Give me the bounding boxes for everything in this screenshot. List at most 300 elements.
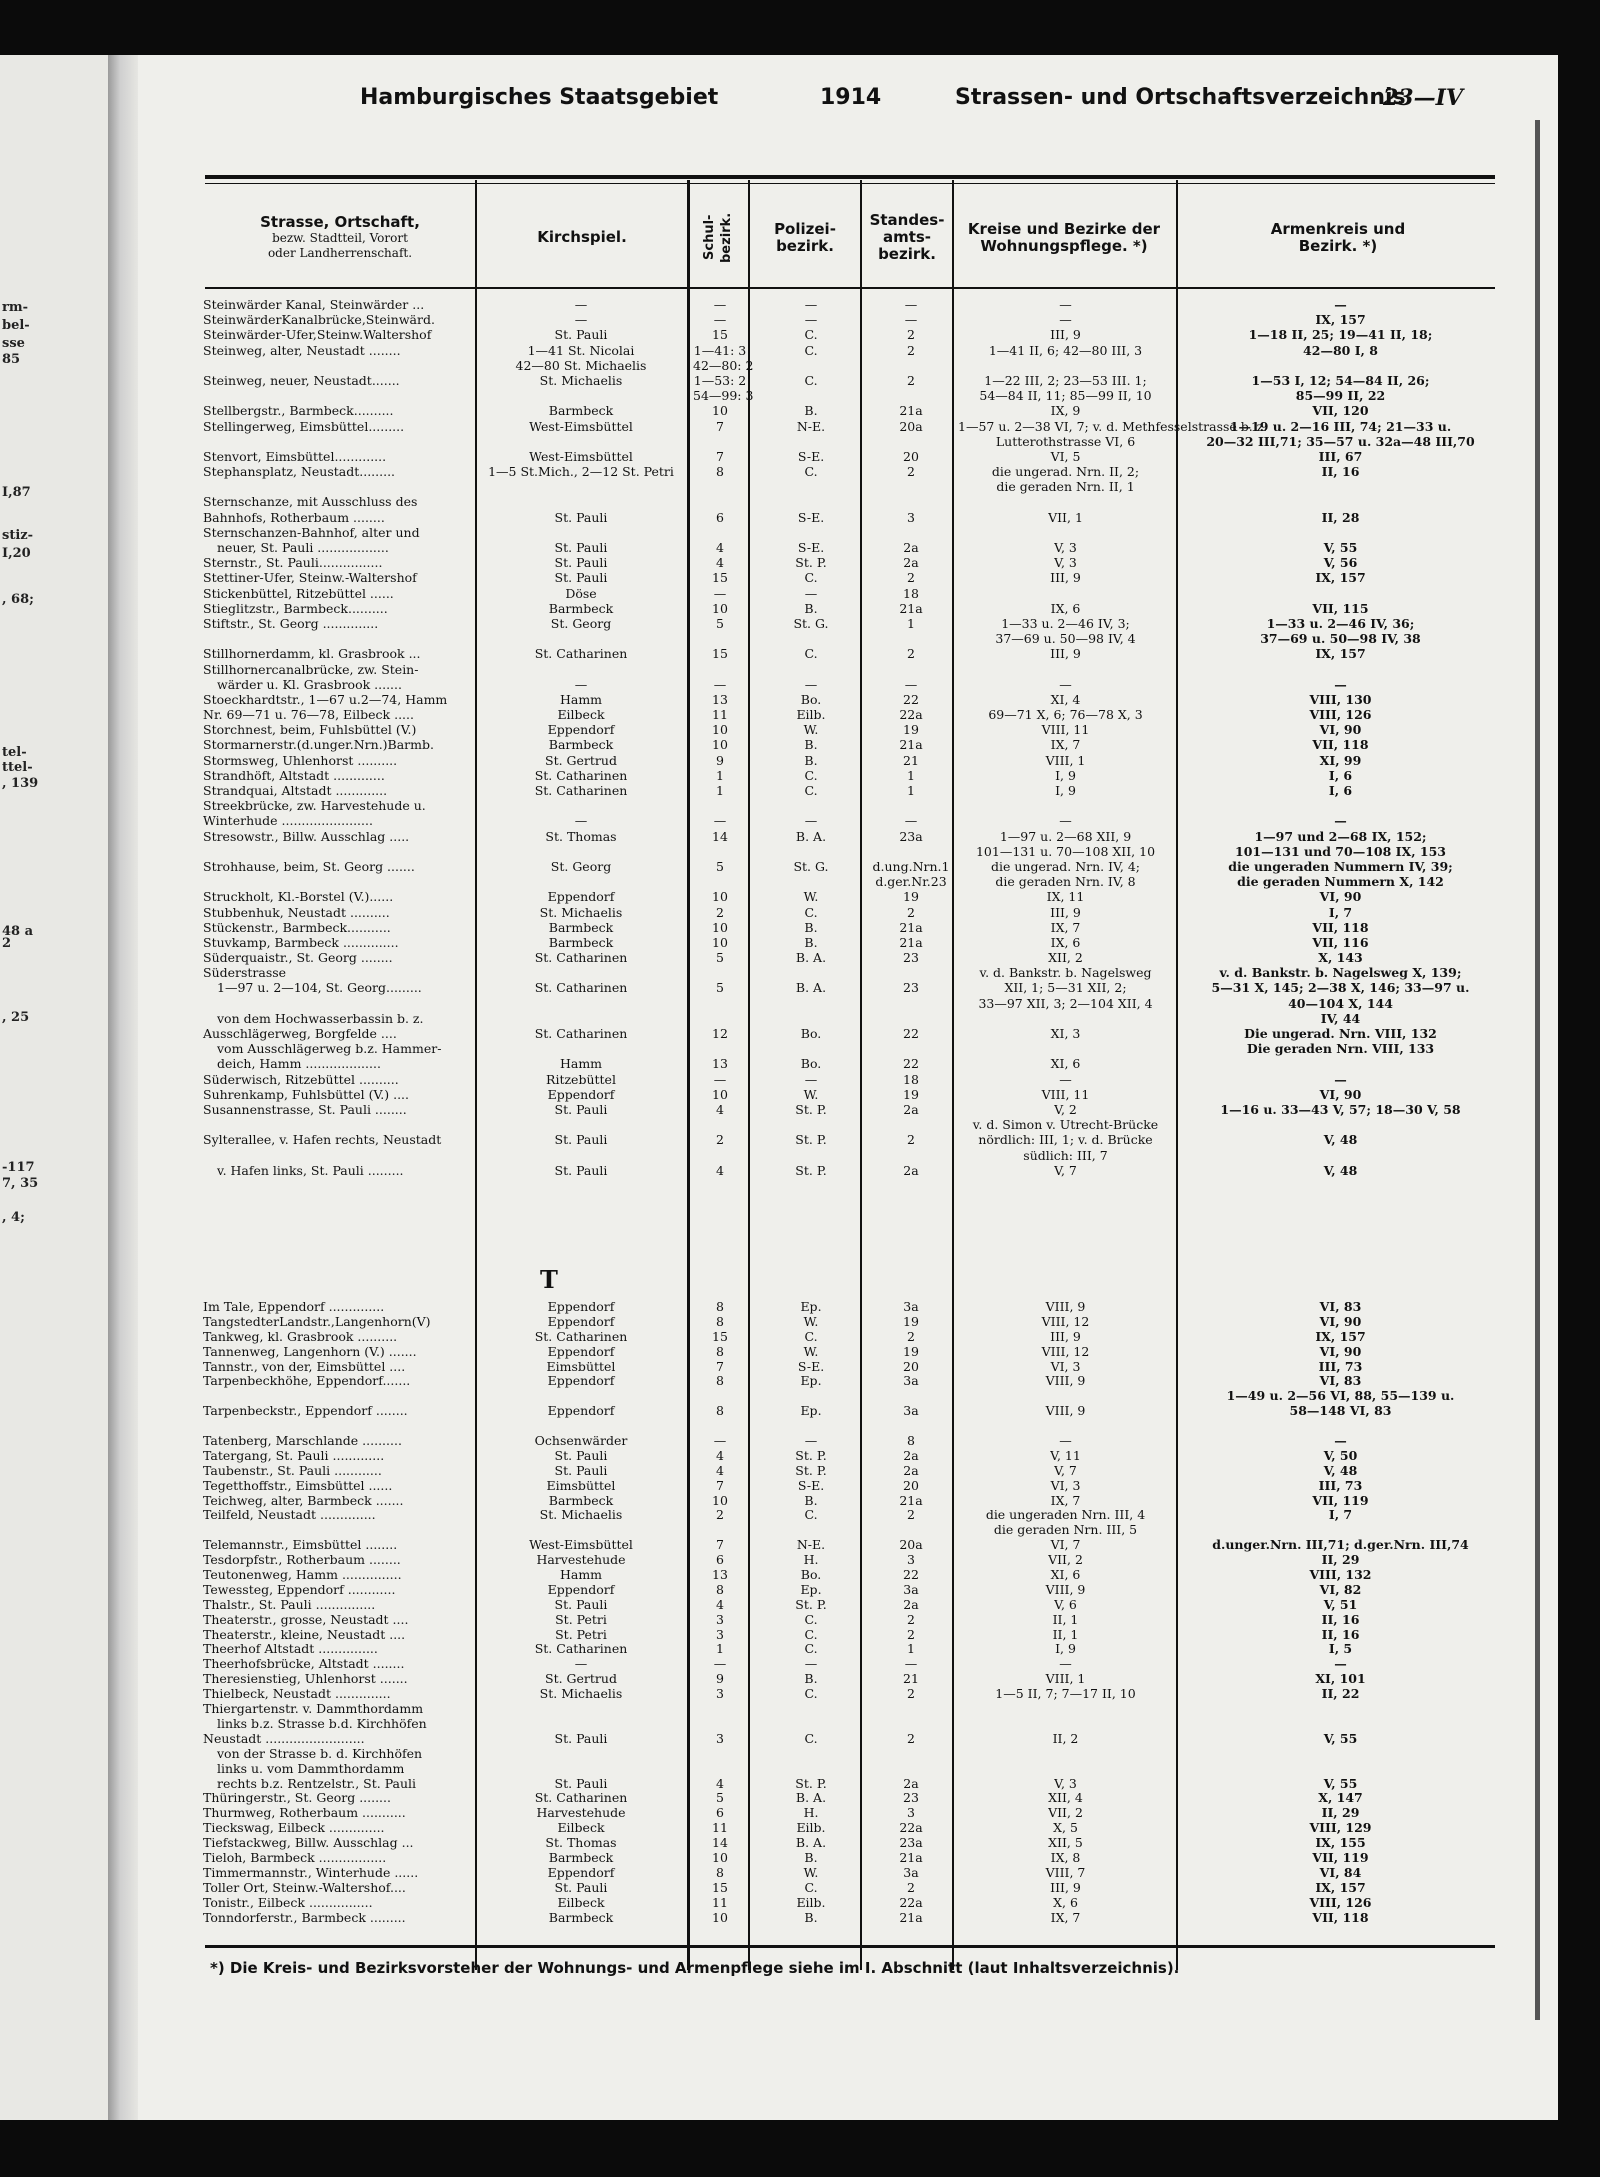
cell-armenkreis: IX, 157 — [1315, 1879, 1366, 1895]
cell-armenkreis: III, 67 — [1318, 448, 1363, 464]
cell-standesamt: 22 — [903, 691, 919, 707]
table-row — [203, 1806, 1503, 1821]
cell-schulbezirk: 5 — [716, 950, 724, 966]
cell-kirchspiel: Barmbeck — [548, 737, 614, 753]
cell-armenkreis: 101—131 und 70—108 IX, 153 — [1235, 843, 1446, 859]
cell-schulbezirk: 4 — [716, 540, 724, 555]
cell-street-name: Thiergartenstr. v. Dammthordamm — [203, 1701, 424, 1717]
table-row — [203, 359, 1503, 374]
table-row — [203, 738, 1503, 753]
cell-standesamt: 3 — [907, 509, 915, 525]
cell-kirchspiel: St. Pauli — [554, 509, 608, 525]
cell-standesamt: d.ung.Nrn.1 — [872, 858, 950, 874]
cell-wohnungspflege: III, 9 — [1050, 646, 1081, 662]
cell-street-name: Teichweg, alter, Barmbeck ....... — [203, 1492, 404, 1508]
cell-polizeibezirk: B. — [804, 1909, 818, 1925]
table-row — [203, 1687, 1503, 1702]
cell-schulbezirk: 54—99: 3 — [693, 388, 754, 404]
cell-kirchspiel: Harvestehude — [536, 1805, 626, 1821]
cell-wohnungspflege: die ungerad. Nrn. IV, 4; — [990, 858, 1141, 874]
cell-armenkreis: IX, 157 — [1315, 646, 1366, 662]
table-row — [203, 966, 1503, 981]
table-row — [203, 420, 1503, 435]
cell-armenkreis: VI, 83 — [1319, 1299, 1362, 1314]
cell-wohnungspflege: V, 11 — [1050, 1447, 1081, 1463]
cell-schulbezirk: 4 — [716, 1447, 724, 1463]
cell-kirchspiel: Eppendorf — [547, 889, 615, 905]
cell-kirchspiel: St. Michaelis — [539, 904, 623, 920]
col-head-kirchspiel — [477, 190, 687, 285]
cell-schulbezirk: 3 — [716, 1611, 724, 1627]
cell-armenkreis: IX, 157 — [1315, 1328, 1366, 1344]
left-margin-fragment: I,87 — [2, 485, 31, 500]
cell-kirchspiel: Ritzebüttel — [546, 1071, 616, 1087]
cell-wohnungspflege: X, 6 — [1053, 1894, 1078, 1910]
cell-wohnungspflege: V, 3 — [1054, 540, 1077, 555]
cell-armenkreis: 1—16 u. 33—43 V, 57; 18—30 V, 58 — [1220, 1101, 1461, 1117]
cell-armenkreis: VIII, 130 — [1309, 691, 1372, 707]
cell-standesamt: 2a — [903, 1462, 919, 1478]
cell-standesamt: 21a — [899, 600, 923, 616]
cell-wohnungspflege: — — [1059, 1433, 1072, 1449]
table-row — [203, 1553, 1503, 1568]
cell-standesamt: — — [904, 813, 918, 829]
cell-kirchspiel: Eppendorf — [547, 1299, 615, 1314]
cell-wohnungspflege: III, 9 — [1050, 570, 1081, 586]
cell-kirchspiel: Barmbeck — [548, 919, 614, 935]
cell-wohnungspflege: — — [1059, 312, 1072, 328]
cell-armenkreis: VIII, 132 — [1309, 1567, 1372, 1583]
cell-kirchspiel: St. Michaelis — [539, 1686, 623, 1702]
cell-wohnungspflege: die geraden Nrn. III, 5 — [993, 1522, 1138, 1538]
cell-wohnungspflege: VIII, 9 — [1045, 1403, 1086, 1419]
cell-polizeibezirk: Eilb. — [796, 1820, 826, 1836]
col-head-kreise-label: Kreise und Bezirke der Wohnungspflege. *) — [967, 219, 1161, 255]
cell-polizeibezirk: W. — [803, 722, 819, 738]
cell-standesamt: 23 — [903, 950, 919, 966]
cell-polizeibezirk: W. — [803, 1343, 819, 1359]
cell-armenkreis: I, 7 — [1328, 1507, 1353, 1523]
cell-wohnungspflege: Lutterothstrasse VI, 6 — [995, 433, 1136, 449]
cell-kirchspiel: Eppendorf — [547, 1343, 615, 1359]
cell-polizeibezirk: H. — [803, 1552, 819, 1568]
cell-street-name: Sylterallee, v. Hafen rechts, Neustadt — [203, 1132, 442, 1148]
table-row — [203, 1057, 1503, 1072]
col-head-standes — [862, 190, 952, 285]
cell-kirchspiel: — — [574, 676, 588, 692]
cell-street-name: Struckholt, Kl.-Borstel (V.)...... — [203, 889, 394, 905]
cell-wohnungspflege: I, 9 — [1055, 767, 1076, 783]
cell-polizeibezirk: — — [804, 1071, 818, 1087]
cell-schulbezirk: — — [713, 676, 727, 692]
cell-kirchspiel: St. Pauli — [554, 1879, 608, 1895]
table-row — [203, 1012, 1503, 1027]
cell-kirchspiel: St. Pauli — [554, 1596, 608, 1612]
table-row — [203, 647, 1503, 662]
cell-polizeibezirk: B. — [804, 919, 818, 935]
cell-street-name: Stückenstr., Barmbeck........... — [203, 919, 391, 935]
cell-kirchspiel: Eimsbüttel — [546, 1477, 616, 1493]
cell-street-name: Steinweg, alter, Neustadt ........ — [203, 342, 401, 358]
cell-kirchspiel: Harvestehude — [536, 1552, 626, 1568]
cell-standesamt: 23a — [899, 828, 923, 844]
cell-kirchspiel: Eilbeck — [557, 1894, 605, 1910]
cell-kirchspiel: West-Eimsbüttel — [529, 418, 633, 434]
cell-standesamt: 22 — [903, 1056, 919, 1072]
table-row — [203, 1494, 1503, 1509]
cell-street-name: neuer, St. Pauli .................. — [217, 540, 389, 555]
cell-kirchspiel: — — [574, 312, 588, 328]
cell-polizeibezirk: C. — [804, 1641, 818, 1657]
cell-street-name: 1—97 u. 2—104, St. Georg......... — [217, 980, 422, 996]
table-row — [203, 1762, 1503, 1777]
table-row — [203, 602, 1503, 617]
cell-standesamt: 2 — [907, 570, 915, 586]
table-row — [203, 997, 1503, 1012]
col-head-strasse-sub1: bezw. Stadtteil, Vorort — [272, 231, 408, 245]
cell-armenkreis: II, 16 — [1321, 1611, 1360, 1627]
cell-kirchspiel: — — [574, 813, 588, 829]
footer-rule — [205, 1945, 1495, 1948]
cell-street-name: Tarpenbeckhöhe, Eppendorf....... — [203, 1373, 411, 1389]
cell-standesamt: 21a — [899, 1849, 923, 1865]
cell-kirchspiel: St. Gertrud — [545, 752, 617, 768]
cell-armenkreis: VI, 90 — [1319, 1343, 1362, 1359]
cell-armenkreis: 5—31 X, 145; 2—38 X, 146; 33—97 u. — [1211, 980, 1470, 996]
cell-armenkreis: II, 22 — [1321, 1686, 1360, 1702]
cell-armenkreis: VII, 120 — [1312, 403, 1369, 419]
cell-polizeibezirk: B. A. — [795, 950, 827, 966]
table-row — [203, 571, 1503, 586]
cell-wohnungspflege: IX, 11 — [1046, 889, 1085, 905]
cell-armenkreis: VII, 116 — [1312, 934, 1369, 950]
cell-street-name: Stettiner-Ufer, Steinw.-Waltershof — [203, 570, 417, 586]
cell-street-name: deich, Hamm ................... — [217, 1056, 381, 1072]
cell-standesamt: 21 — [903, 752, 919, 768]
cell-armenkreis: 1—49 u. 2—56 VI, 88, 55—139 u. — [1226, 1388, 1455, 1404]
cell-kirchspiel: St. Pauli — [554, 1101, 608, 1117]
left-margin-fragment: 85 — [2, 352, 21, 367]
cell-armenkreis: III, 73 — [1318, 1477, 1363, 1493]
cell-wohnungspflege: II, 2 — [1052, 1730, 1079, 1746]
cell-wohnungspflege: VI, 3 — [1050, 1358, 1081, 1374]
cell-polizeibezirk: C. — [804, 1507, 818, 1523]
cell-wohnungspflege: XII, 2 — [1048, 950, 1083, 966]
cell-street-name: rechts b.z. Rentzelstr., St. Pauli — [217, 1775, 417, 1791]
cell-street-name: Tankweg, kl. Grasbrook .......... — [203, 1328, 398, 1344]
table-row — [203, 1300, 1503, 1315]
table-row — [203, 1330, 1503, 1345]
cell-polizeibezirk: C. — [804, 1879, 818, 1895]
cell-street-name: Stuvkamp, Barmbeck .............. — [203, 934, 399, 950]
cell-armenkreis: VII, 119 — [1312, 1849, 1369, 1865]
cell-kirchspiel: 1—41 St. Nicolai — [527, 342, 635, 358]
table-row — [203, 556, 1503, 571]
cell-wohnungspflege: XI, 6 — [1050, 1567, 1081, 1583]
table-row — [203, 511, 1503, 526]
table-row — [203, 1404, 1503, 1419]
header-rule-thick — [205, 175, 1495, 179]
cell-wohnungspflege: VIII, 12 — [1041, 1313, 1090, 1329]
cell-wohnungspflege: VI, 5 — [1050, 448, 1081, 464]
cell-street-name: Stickenbüttel, Ritzebüttel ...... — [203, 585, 394, 601]
table-row — [203, 1747, 1503, 1762]
cell-standesamt: 18 — [903, 585, 919, 601]
cell-schulbezirk: 8 — [716, 1864, 724, 1880]
cell-street-name: vom Ausschlägerweg b.z. Hammer- — [217, 1041, 442, 1057]
cell-schulbezirk: 13 — [712, 1567, 728, 1583]
table-row — [203, 1434, 1503, 1449]
cell-armenkreis: IV, 44 — [1320, 1010, 1361, 1026]
cell-kirchspiel: Hamm — [559, 1056, 603, 1072]
cell-armenkreis: V, 48 — [1323, 1162, 1358, 1178]
cell-armenkreis: 1—97 und 2—68 IX, 152; — [1254, 828, 1427, 844]
table-row — [203, 632, 1503, 647]
cell-kirchspiel: Eilbeck — [557, 707, 605, 723]
table-row — [203, 1836, 1503, 1851]
table-row — [203, 754, 1503, 769]
left-margin-fragment: 7, 35 — [2, 1176, 39, 1191]
cell-standesamt: 23 — [903, 980, 919, 996]
table-row — [203, 1791, 1503, 1806]
table-row — [203, 663, 1503, 678]
cell-polizeibezirk: Eilb. — [796, 707, 826, 723]
cell-armenkreis: — — [1334, 813, 1347, 829]
cell-schulbezirk: 8 — [716, 1313, 724, 1329]
cell-polizeibezirk: C. — [804, 1686, 818, 1702]
cell-standesamt: 19 — [903, 1086, 919, 1102]
cell-kirchspiel: St. Thomas — [545, 1835, 617, 1851]
cell-polizeibezirk: St. P. — [795, 1775, 827, 1791]
table-row — [203, 1881, 1503, 1896]
cell-wohnungspflege: nördlich: III, 1; v. d. Brücke — [978, 1132, 1153, 1148]
cell-street-name: Tieckswag, Eilbeck .............. — [203, 1820, 385, 1836]
cell-polizeibezirk: W. — [803, 889, 819, 905]
table-row — [203, 1103, 1503, 1118]
cell-armenkreis: VII, 118 — [1312, 1909, 1369, 1925]
cell-wohnungspflege: II, 1 — [1052, 1611, 1079, 1627]
cell-street-name: Thielbeck, Neustadt .............. — [203, 1686, 391, 1702]
cell-wohnungspflege: 1—41 II, 6; 42—80 III, 3 — [988, 342, 1143, 358]
column-head-rule — [205, 287, 1495, 289]
cell-kirchspiel: St. Catharinen — [534, 767, 628, 783]
left-margin-fragment: rm- — [2, 300, 28, 315]
cell-armenkreis: d.unger.Nrn. III,71; d.ger.Nrn. III,74 — [1212, 1537, 1469, 1553]
table-row — [203, 1717, 1503, 1732]
cell-kirchspiel: Eppendorf — [547, 1313, 615, 1329]
cell-street-name: Tarpenbeckstr., Eppendorf ........ — [203, 1403, 408, 1419]
cell-wohnungspflege: IX, 8 — [1050, 1849, 1081, 1865]
cell-polizeibezirk: W. — [803, 1864, 819, 1880]
cell-standesamt: 2a — [903, 1162, 919, 1178]
cell-street-name: Stormsweg, Uhlenhorst .......... — [203, 752, 398, 768]
table-row — [203, 890, 1503, 905]
cell-schulbezirk: 3 — [716, 1686, 724, 1702]
cell-wohnungspflege: 1—97 u. 2—68 XII, 9 — [999, 828, 1132, 844]
cell-schulbezirk: 15 — [712, 1879, 728, 1895]
cell-standesamt: 2a — [903, 555, 919, 571]
cell-standesamt: 2a — [903, 1775, 919, 1791]
cell-standesamt: — — [904, 676, 918, 692]
cell-polizeibezirk: C. — [804, 904, 818, 920]
cell-wohnungspflege: XII, 1; 5—31 XII, 2; — [1004, 980, 1127, 996]
cell-polizeibezirk: C. — [804, 1730, 818, 1746]
cell-armenkreis: VI, 82 — [1319, 1581, 1362, 1597]
cell-standesamt: — — [904, 297, 918, 312]
left-margin-fragment: ttel- — [2, 760, 33, 775]
cell-armenkreis: 20—32 III,71; 35—57 u. 32a—48 III,70 — [1206, 433, 1475, 449]
cell-schulbezirk: 1 — [716, 1641, 724, 1657]
cell-schulbezirk: 15 — [712, 1328, 728, 1344]
cell-wohnungspflege: VIII, 1 — [1045, 1671, 1086, 1687]
cell-schulbezirk: 12 — [712, 1026, 728, 1041]
table-row — [203, 450, 1503, 465]
cell-standesamt: 3a — [903, 1864, 919, 1880]
cell-standesamt: 3a — [903, 1299, 919, 1314]
cell-wohnungspflege: — — [1059, 1071, 1072, 1087]
table-row — [203, 1642, 1503, 1657]
cell-standesamt: 20 — [903, 448, 919, 464]
table-row — [203, 480, 1503, 495]
cell-street-name: Bahnhofs, Rotherbaum ........ — [203, 509, 385, 525]
table-row — [203, 1866, 1503, 1881]
cell-armenkreis: IX, 157 — [1315, 570, 1366, 586]
cell-armenkreis: 58—148 VI, 83 — [1289, 1403, 1392, 1419]
cell-street-name: Stieglitzstr., Barmbeck.......... — [203, 600, 388, 616]
cell-street-name: Stresowstr., Billw. Ausschlag ..... — [203, 828, 410, 844]
table-row — [203, 1464, 1503, 1479]
cell-polizeibezirk: — — [804, 813, 818, 829]
col-head-polizei — [750, 190, 860, 285]
table-row — [203, 313, 1503, 328]
cell-wohnungspflege: IX, 7 — [1050, 1492, 1081, 1508]
cell-street-name: Stenvort, Eimsbüttel............. — [203, 448, 387, 464]
cell-street-name: Teutonenweg, Hamm ............... — [203, 1567, 402, 1583]
cell-wohnungspflege: XI, 3 — [1050, 1026, 1081, 1041]
cell-schulbezirk: 9 — [716, 752, 724, 768]
left-margin-fragment: stiz- — [2, 528, 34, 543]
cell-schulbezirk: 7 — [716, 418, 724, 434]
cell-polizeibezirk: W. — [803, 1313, 819, 1329]
col-head-schul — [690, 190, 746, 285]
table-row — [203, 1042, 1503, 1057]
cell-armenkreis: 37—69 u. 50—98 IV, 38 — [1260, 631, 1421, 647]
cell-schulbezirk: — — [713, 1071, 727, 1087]
cell-kirchspiel: St. Thomas — [545, 828, 617, 844]
cell-armenkreis: — — [1334, 1071, 1347, 1087]
cell-standesamt: — — [904, 1656, 918, 1672]
col-head-strasse-title: Strasse, Ortschaft, — [260, 213, 420, 231]
cell-armenkreis: III, 73 — [1318, 1358, 1363, 1374]
table-row — [203, 1027, 1503, 1042]
cell-standesamt: 3a — [903, 1581, 919, 1597]
col-head-schul-label: Schul-bezirk. — [702, 212, 734, 263]
cell-polizeibezirk: B. — [804, 737, 818, 753]
cell-wohnungspflege: X, 5 — [1053, 1820, 1078, 1836]
cell-armenkreis: X, 143 — [1318, 950, 1363, 966]
table-row — [203, 875, 1503, 890]
cell-kirchspiel: Eppendorf — [547, 1581, 615, 1597]
col-head-standes-label: Standes-amts-bezirk. — [869, 211, 945, 263]
table-row — [203, 435, 1503, 450]
cell-armenkreis: II, 16 — [1321, 1626, 1360, 1642]
cell-polizeibezirk: C. — [804, 1328, 818, 1344]
cell-street-name: Tesdorpfstr., Rotherbaum ........ — [203, 1552, 401, 1568]
cell-armenkreis: Die ungerad. Nrn. VIII, 132 — [1244, 1026, 1437, 1041]
cell-schulbezirk: 10 — [712, 403, 728, 419]
cell-kirchspiel: St. Pauli — [554, 570, 608, 586]
cell-kirchspiel: West-Eimsbüttel — [529, 448, 633, 464]
cell-kirchspiel: Eppendorf — [547, 1086, 615, 1102]
table-row — [203, 1732, 1503, 1747]
cell-street-name: Stellbergstr., Barmbeck.......... — [203, 403, 394, 419]
cell-standesamt: 2 — [907, 1507, 915, 1523]
cell-wohnungspflege: VII, 2 — [1048, 1552, 1083, 1568]
cell-standesamt: 2 — [907, 1686, 915, 1702]
cell-wohnungspflege: V, 7 — [1054, 1462, 1077, 1478]
cell-street-name: Theerhof Altstadt ............... — [203, 1641, 378, 1657]
cell-kirchspiel: St. Pauli — [554, 555, 608, 571]
cell-street-name: Storchnest, beim, Fuhlsbüttel (V.) — [203, 722, 417, 738]
table-row — [203, 693, 1503, 708]
cell-polizeibezirk: — — [804, 676, 818, 692]
cell-kirchspiel: St. Pauli — [554, 1447, 608, 1463]
cell-armenkreis: XI, 101 — [1315, 1671, 1366, 1687]
cell-wohnungspflege: VII, 1 — [1048, 509, 1083, 525]
cell-wohnungspflege: VIII, 9 — [1045, 1581, 1086, 1597]
cell-standesamt: 2 — [907, 1879, 915, 1895]
cell-armenkreis: II, 29 — [1321, 1552, 1360, 1568]
cell-standesamt: 2 — [907, 1730, 915, 1746]
cell-wohnungspflege: 54—84 II, 11; 85—99 II, 10 — [979, 388, 1152, 404]
cell-polizeibezirk: S-E. — [797, 448, 825, 464]
table-row — [203, 1672, 1503, 1687]
cell-armenkreis: VI, 84 — [1319, 1864, 1362, 1880]
cell-kirchspiel: Ochsenwärder — [534, 1433, 628, 1449]
cell-wohnungspflege: 1—33 u. 2—46 IV, 3; — [1001, 615, 1130, 631]
col-head-armen — [1178, 190, 1498, 285]
cell-armenkreis: VI, 90 — [1319, 1313, 1362, 1329]
cell-polizeibezirk: Eilb. — [796, 1894, 826, 1910]
header-right-title: Strassen- und Ortschaftsverzeichnis — [955, 85, 1406, 110]
cell-kirchspiel: 42—80 St. Michaelis — [515, 357, 647, 373]
cell-schulbezirk: 10 — [712, 600, 728, 616]
cell-wohnungspflege: II, 1 — [1052, 1626, 1079, 1642]
cell-kirchspiel: Eppendorf — [547, 722, 615, 738]
cell-wohnungspflege: III, 9 — [1050, 327, 1081, 343]
cell-standesamt: 3a — [903, 1373, 919, 1389]
cell-polizeibezirk: B. — [804, 403, 818, 419]
cell-street-name: Stubbenhuk, Neustadt .......... — [203, 904, 390, 920]
cell-schulbezirk: 8 — [716, 1403, 724, 1419]
cell-armenkreis: X, 147 — [1318, 1790, 1363, 1806]
cell-polizeibezirk: St. P. — [795, 1596, 827, 1612]
cell-street-name: Stillhornerdamm, kl. Grasbrook ... — [203, 646, 421, 662]
cell-street-name: Sternschanze, mit Ausschluss des — [203, 494, 418, 510]
cell-kirchspiel: 1—5 St.Mich., 2—12 St. Petri — [488, 464, 674, 480]
cell-standesamt: 19 — [903, 889, 919, 905]
cell-polizeibezirk: B. — [804, 600, 818, 616]
cell-polizeibezirk: Bo. — [800, 1026, 822, 1041]
cell-schulbezirk: 3 — [716, 1730, 724, 1746]
cell-street-name: Nr. 69—71 u. 76—78, Eilbeck ..... — [203, 707, 414, 723]
cell-street-name: Tieloh, Barmbeck ................. — [203, 1849, 387, 1865]
cell-standesamt: 2 — [907, 327, 915, 343]
cell-schulbezirk: 5 — [716, 1790, 724, 1806]
table-row — [203, 1583, 1503, 1598]
cell-street-name: Theaterstr., grosse, Neustadt .... — [203, 1611, 409, 1627]
cell-kirchspiel: St. Pauli — [554, 1730, 608, 1746]
